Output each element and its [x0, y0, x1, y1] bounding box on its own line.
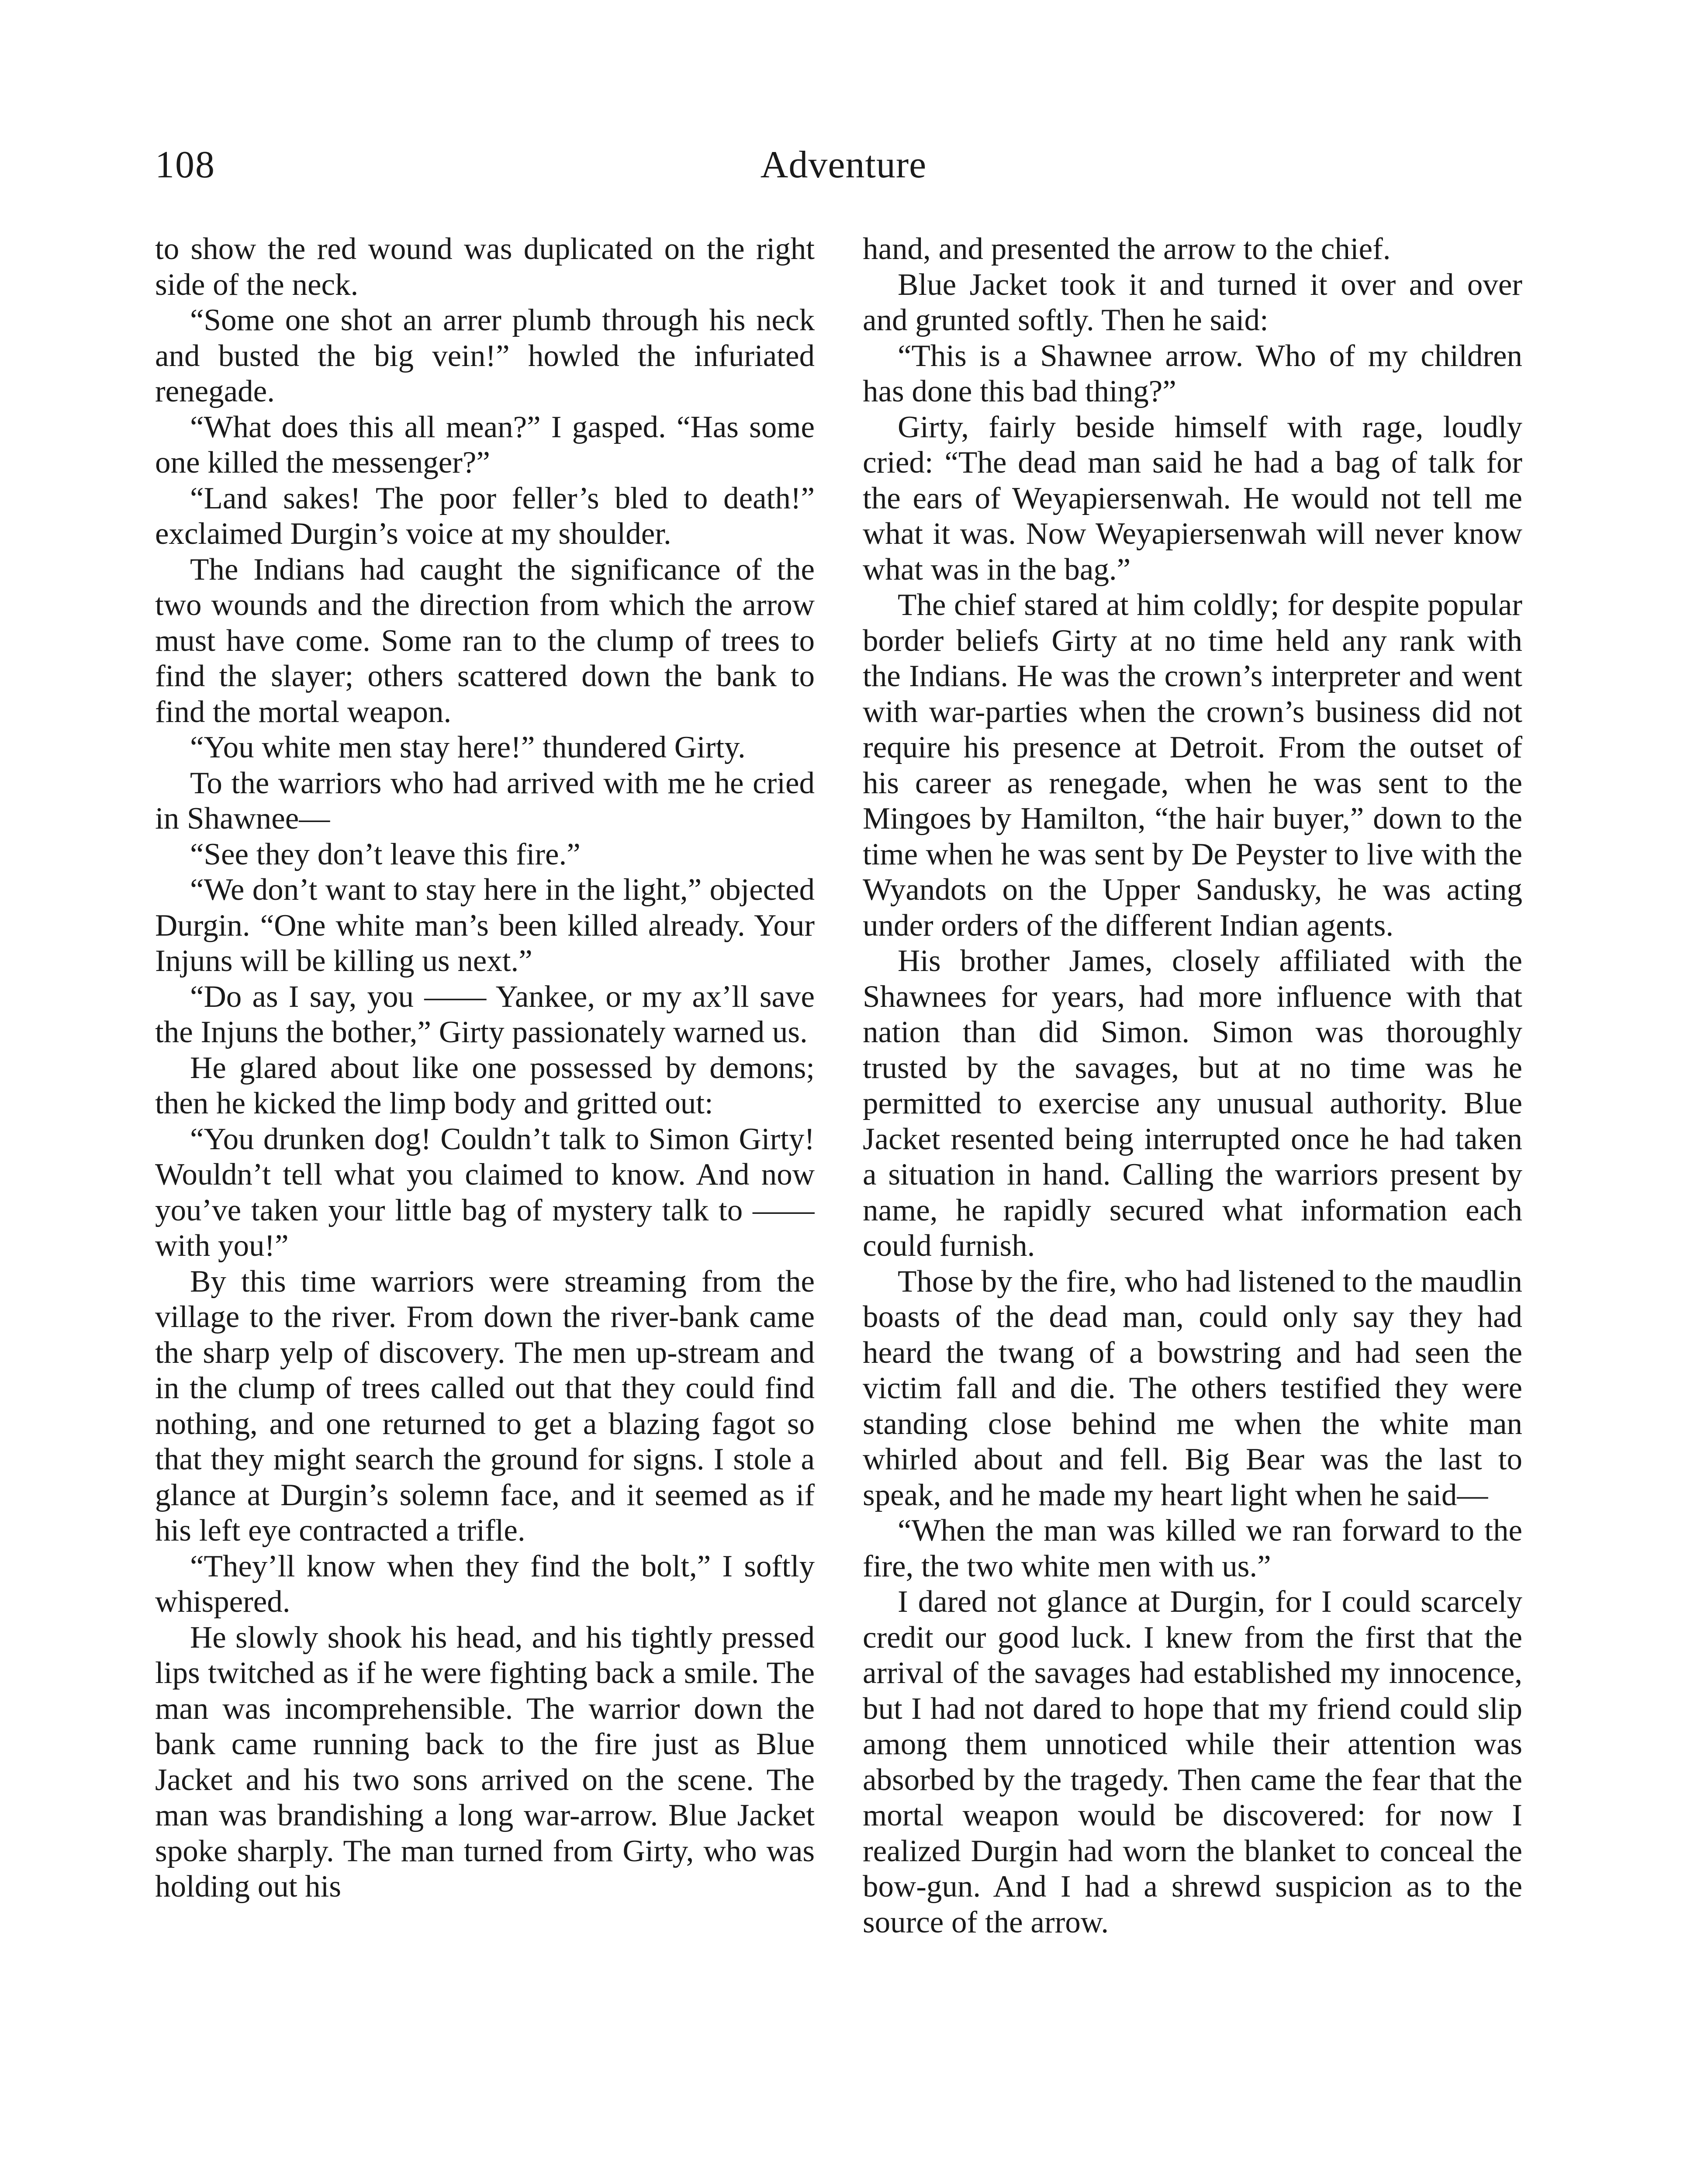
running-title: Adventure	[760, 144, 927, 186]
paragraph: He slowly shook his head, and his tightly pressed lips twitched as if he were fighting back a smile. The man was incomprehensible. The warrior down the bank came running back to the fire just as Blue Jacket and his two sons arrived on the scene. The man was brandishing a long war-arrow. Blue Jacket spoke sharply. The man turned from Girty, who was holding out his	[155, 1620, 815, 1904]
left-text-column	[155, 232, 815, 2184]
paragraph: Girty, fairly beside himself with rage, loudly cried: “The dead man said he had a bag of talk for the ears of Weyapiersenwah. He would not tell me what it was. Now Weyapiersenwah will never know what was in the bag.”	[863, 410, 1522, 587]
paragraph: “What does this all mean?” I gasped. “Has some one killed the messenger?”	[155, 410, 815, 480]
paragraph: “We don’t want to stay here in the light,” objected Durgin. “One white man’s been killed already. Your Injuns will be killing us next.”	[155, 873, 815, 978]
paragraph: “See they don’t leave this fire.”	[190, 837, 581, 871]
paragraph: “Land sakes! The poor feller’s bled to death!” exclaimed Durgin’s voice at my shoulder.	[155, 481, 815, 551]
page-number: 108	[155, 144, 215, 186]
paragraph: To the warriors who had arrived with me he cried in Shawnee—	[155, 766, 815, 836]
paragraph: to show the red wound was duplicated on the right side of the neck.	[155, 232, 815, 302]
paragraph: The chief stared at him coldly; for despite popular border beliefs Girty at no time held any rank with the Indians. He was the crown’s interpreter and went with war-parties when the crown’s business did not require his presence at Detroit. From the outset of his career as renegade, when he was sent to the Mingoes by Hamilton, “the hair buyer,” down to the time when he was sent by De Peyster to live with the Wyandots on the Upper Sandusky, he was acting under orders of the different Indian agents.	[863, 588, 1522, 943]
paragraph: “They’ll know when they find the bolt,” I softly whispered.	[155, 1549, 815, 1619]
paragraph: The Indians had caught the significance of the two wounds and the direction from which the arrow must have come. Some ran to the clump of trees to find the slayer; others scattered down the bank to find the mortal weapon.	[155, 552, 815, 729]
paragraph: Blue Jacket took it and turned it over and over and grunted softly. Then he said:	[863, 267, 1522, 337]
paragraph: I dared not glance at Durgin, for I could scarcely credit our good luck. I knew from the first that the arrival of the savages had established my innocence, but I had not dared to hope that my friend could slip among them unnoticed while their attention was absorbed by the tragedy. Then came the fear that the mortal weapon would be discovered: for now I realized Durgin had worn the blanket to conceal the bow-gun. And I had a shrewd suspicion as to the source of the arrow.	[863, 1585, 1522, 1939]
paragraph: “When the man was killed we ran forward to the fire, the two white men with us.”	[863, 1514, 1522, 1583]
paragraph: “Do as I say, you —— Yankee, or my ax’ll save the Injuns the bother,” Girty passionately warned us.	[155, 979, 815, 1049]
paragraph: “You white men stay here!” thundered Girty.	[190, 730, 746, 764]
paragraph: “You drunken dog! Couldn’t talk to Simon Girty! Wouldn’t tell what you claimed to know. And now you’ve taken your little bag of mystery talk to —— with you!”	[155, 1122, 815, 1263]
paragraph: Those by the fire, who had listened to the maudlin boasts of the dead man, could only say they had heard the twang of a bowstring and had seen the victim fall and die. The others testified they were standing close behind me when the white man whirled about and fell. Big Bear was the last to speak, and he made my heart light when he said—	[863, 1264, 1522, 1512]
paragraph: “This is a Shawnee arrow. Who of my children has done this bad thing?”	[863, 339, 1522, 408]
paragraph: hand, and presented the arrow to the chief.	[863, 232, 1391, 266]
right-text-column	[863, 232, 1522, 2184]
paragraph: His brother James, closely affiliated with the Shawnees for years, had more influence with that nation than did Simon. Simon was thoroughly trusted by the savages, but at no time was he permitted to exercise any unusual authority. Blue Jacket resented being interrupted once he had taken a situation in hand. Calling the warriors present by name, he rapidly secured what information each could furnish.	[863, 944, 1522, 1263]
page-header	[155, 139, 1532, 200]
paragraph: He glared about like one possessed by demons; then he kicked the limp body and gritted out:	[155, 1051, 815, 1120]
paragraph: “Some one shot an arrer plumb through his neck and busted the big vein!” howled the infuriated renegade.	[155, 303, 815, 408]
paragraph: By this time warriors were streaming from the village to the river. From down the river-bank came the sharp yelp of discovery. The men up-stream and in the clump of trees called out that they could find nothing, and one returned to get a blazing fagot so that they might search the ground for signs. I stole a glance at Durgin’s solemn face, and it seemed as if his left eye contracted a trifle.	[155, 1264, 815, 1548]
